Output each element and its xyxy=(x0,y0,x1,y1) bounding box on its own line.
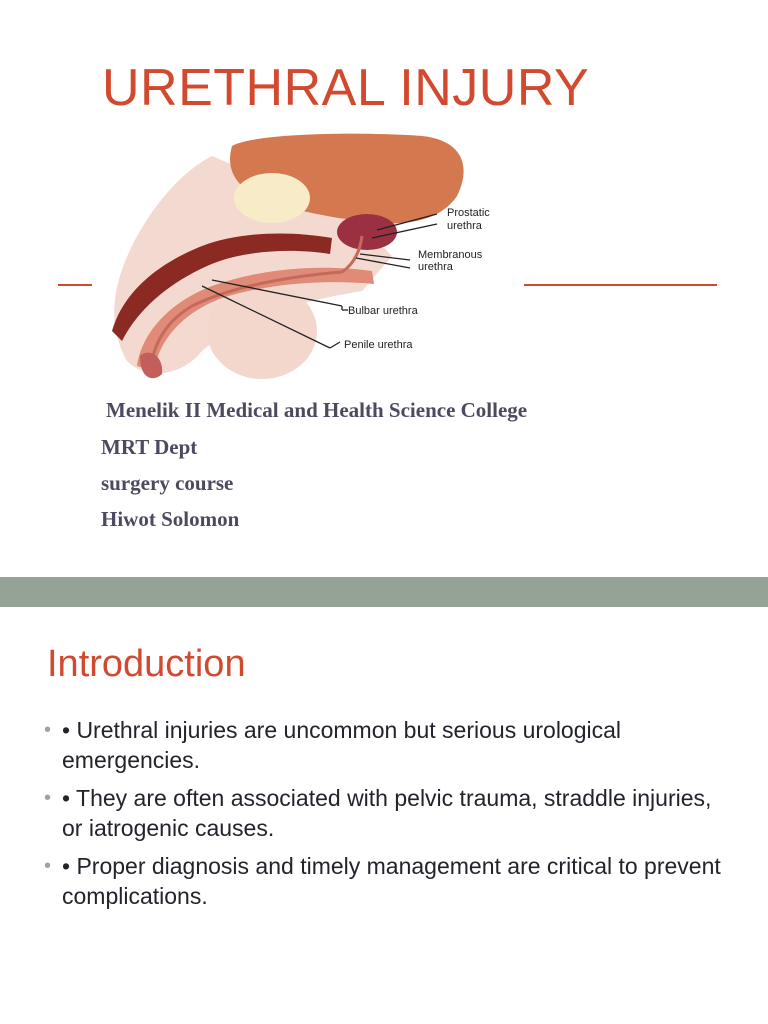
list-item xyxy=(44,715,734,775)
subtitle-author: Hiwot Solomon xyxy=(101,507,240,531)
list-item xyxy=(44,851,734,911)
seminal-vesicle-shape xyxy=(234,173,310,223)
bullet-text: • They are often associated with pelvic trauma, straddle injuries, or iatrogenic causes. xyxy=(62,785,712,841)
bullet-marker: • xyxy=(44,719,52,741)
slide-separator-band xyxy=(0,577,768,607)
title-rule-left xyxy=(58,284,92,286)
label-membranous-1: Membranous xyxy=(418,249,483,261)
label-membranous-2: urethra xyxy=(418,261,453,273)
bullet-marker: • xyxy=(44,855,52,877)
prostate-shape xyxy=(337,214,397,250)
subtitle-department: MRT Dept xyxy=(101,435,198,459)
bullet-text: • Proper diagnosis and timely management are critical to prevent complications. xyxy=(62,853,721,909)
bullet-list xyxy=(44,715,734,919)
label-bulbar: Bulbar urethra xyxy=(348,305,418,317)
subtitle-college: Menelik II Medical and Health Science College xyxy=(106,398,528,422)
subtitle-course: surgery course xyxy=(101,471,234,495)
label-prostatic-1: Prostatic xyxy=(447,207,490,219)
label-penile: Penile urethra xyxy=(344,339,413,351)
title-rule-right xyxy=(524,284,717,286)
slide-title: URETHRAL INJURY xyxy=(102,59,590,117)
bullet-marker: • xyxy=(44,787,52,809)
section-title: Introduction xyxy=(47,643,246,685)
label-prostatic-2: urethra xyxy=(447,220,482,232)
list-item xyxy=(44,783,734,843)
urethra-anatomy-diagram xyxy=(92,126,524,384)
bullet-text: • Urethral injuries are uncommon but serious urological emergencies. xyxy=(62,717,622,773)
introduction-slide xyxy=(0,607,768,1024)
